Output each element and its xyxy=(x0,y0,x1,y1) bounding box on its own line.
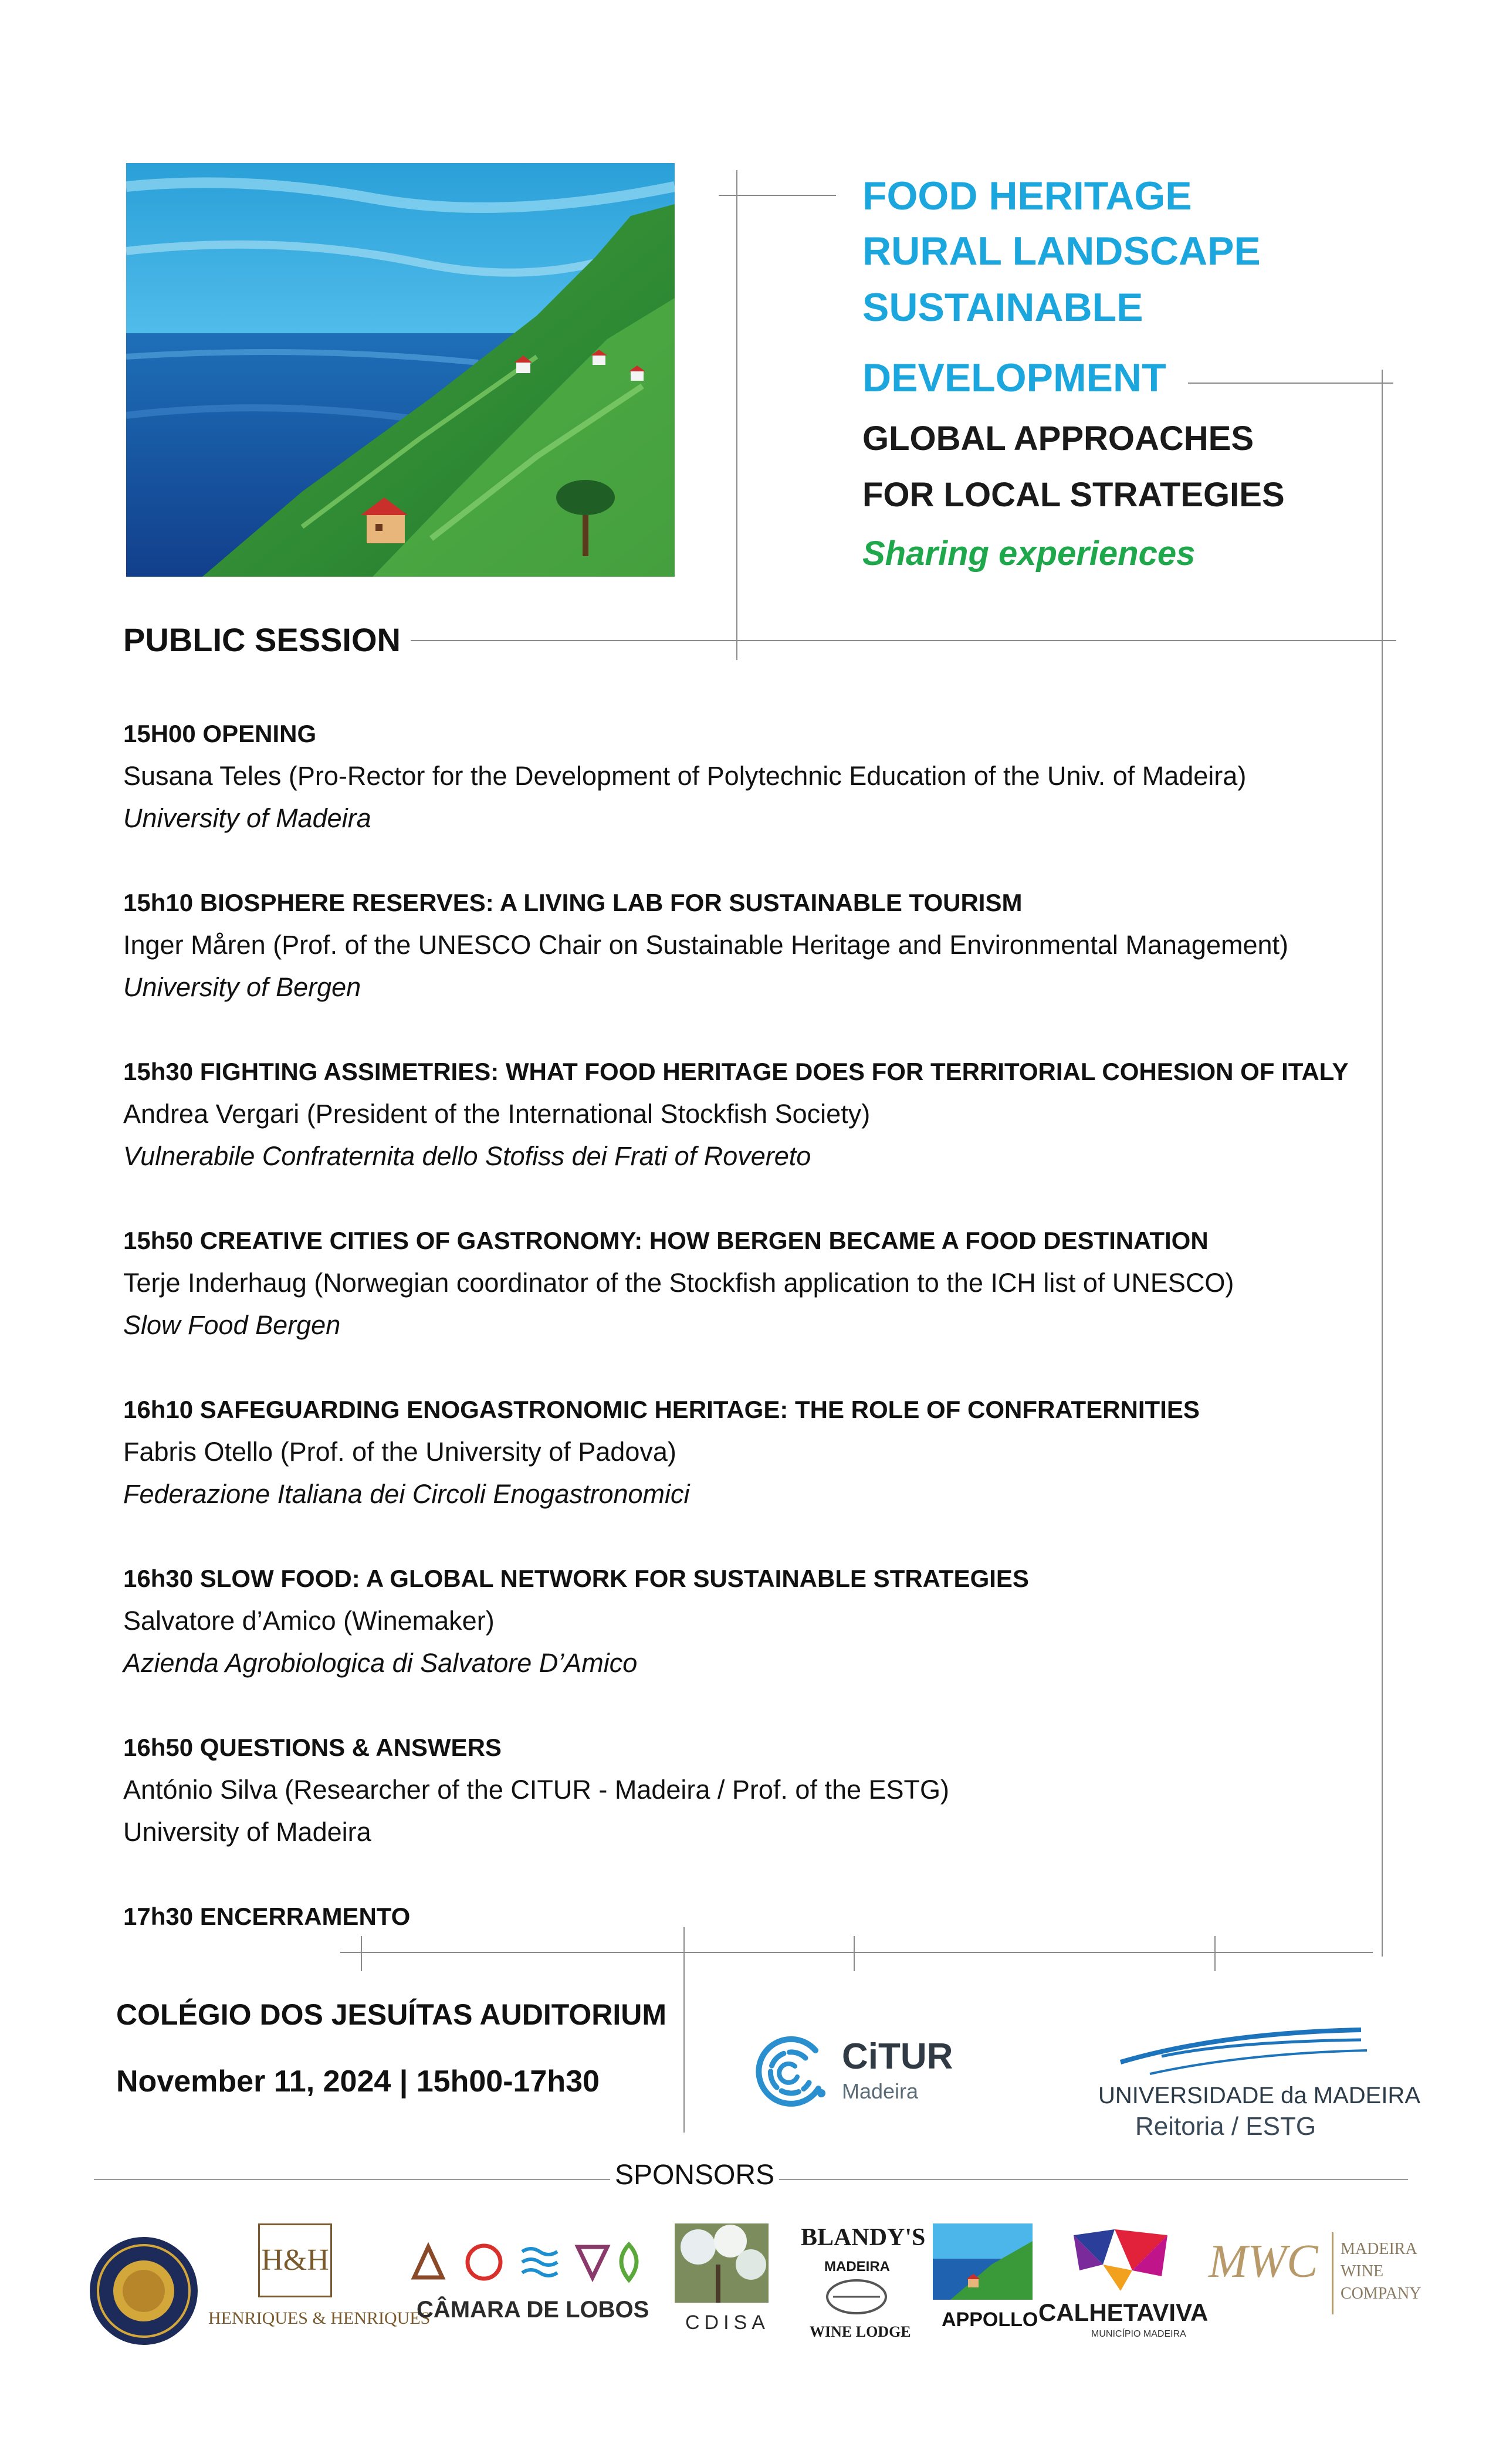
item-title: 16h30 SLOW FOOD: A GLOBAL NETWORK FOR SUSTAINABLE STRATEGIES xyxy=(123,1565,1029,1592)
uma-logo xyxy=(1091,2027,1421,2144)
frame-line xyxy=(736,170,737,660)
subtitle-line-1: GLOBAL APPROACHES xyxy=(862,419,1254,458)
mwc-name: MADEIRA WINE COMPANY xyxy=(1341,2240,1421,2303)
calheta-name: CALHETAVIVA xyxy=(1038,2299,1209,2326)
henriques-henriques-logo xyxy=(202,2223,431,2341)
item-organization: Vulnerabile Confraternita dello Stofiss dei Frati of Rovereto xyxy=(123,1141,811,1171)
blandys-bottom: WINE LODGE xyxy=(810,2323,911,2340)
title-line-3: SUSTAINABLE xyxy=(862,285,1143,330)
item-speaker: Salvatore d’Amico (Winemaker) xyxy=(123,1606,495,1636)
program-item xyxy=(123,1051,1385,1177)
program-item xyxy=(123,1896,1385,1938)
tagline: Sharing experiences xyxy=(862,534,1196,573)
barrel-icon xyxy=(821,2276,892,2317)
title-line-4: DEVELOPMENT xyxy=(862,356,1166,400)
item-speaker: Andrea Vergari (President of the International Stockfish Society) xyxy=(123,1099,871,1129)
frame-line xyxy=(411,640,1396,641)
mwc-monogram: MWC xyxy=(1209,2236,1318,2287)
program-item xyxy=(123,1558,1385,1684)
subtitle-line-2: FOR LOCAL STRATEGIES xyxy=(862,476,1285,514)
program-item xyxy=(123,1389,1385,1515)
uma-sub: Reitoria / ESTG xyxy=(1135,2112,1316,2141)
program-item xyxy=(123,882,1385,1008)
apollo-name: APPOLLO xyxy=(942,2309,1038,2331)
title-line-2: RURAL LANDSCAPE xyxy=(862,229,1261,273)
calheta-sub: MUNICÍPIO MADEIRA xyxy=(1091,2329,1186,2339)
citur-logo xyxy=(748,2024,971,2118)
cdisa-name: CDISA xyxy=(685,2311,770,2334)
camara-de-lobos-logo xyxy=(411,2241,649,2335)
hh-monogram: H&H xyxy=(258,2223,332,2297)
item-organization: Federazione Italiana dei Circoli Enogastronomici xyxy=(123,1479,690,1509)
mwc-divider xyxy=(1332,2232,1333,2314)
item-title: 15h30 FIGHTING ASSIMETRIES: WHAT FOOD HERITAGE DOES FOR TERRITORIAL COHESION OF ITALY xyxy=(123,1058,1349,1085)
program-item xyxy=(123,1220,1385,1346)
item-organization: University of Madeira xyxy=(123,803,371,833)
sponsors-label: SPONSORS xyxy=(610,2159,779,2191)
item-title: 15H00 OPENING xyxy=(123,720,317,747)
citur-sub: Madeira xyxy=(842,2079,919,2103)
item-title: 16h10 SAFEGUARDING ENOGASTRONOMIC HERITAGE: THE ROLE OF CONFRATERNITIES xyxy=(123,1396,1200,1423)
blandys-mid: MADEIRA xyxy=(824,2259,890,2275)
uma-emblem xyxy=(1115,2027,1373,2080)
apollo-logo xyxy=(933,2223,1038,2341)
citur-icon xyxy=(748,2030,830,2112)
camara-name: CÂMARA DE LOBOS xyxy=(417,2297,649,2323)
program-list xyxy=(123,713,1385,1980)
madeira-wine-company-logo xyxy=(1209,2226,1420,2332)
item-title: 17h30 ENCERRAMENTO xyxy=(123,1903,411,1930)
confraria-seal-logo xyxy=(88,2235,199,2347)
item-title: 15h50 CREATIVE CITIES OF GASTRONOMY: HOW BERGEN BECAME A FOOD DESTINATION xyxy=(123,1227,1209,1254)
item-title: 16h50 QUESTIONS & ANSWERS xyxy=(123,1734,502,1761)
cdisa-logo xyxy=(675,2223,769,2341)
hh-name: HENRIQUES & HENRIQUES xyxy=(208,2309,431,2328)
blandys-logo xyxy=(795,2223,926,2347)
uma-name: UNIVERSIDADE da MADEIRA xyxy=(1098,2083,1421,2108)
blandys-title: BLANDY'S xyxy=(801,2224,926,2251)
item-speaker: António Silva (Researcher of the CITUR - Madeira / Prof. of the ESTG) xyxy=(123,1775,950,1805)
program-item xyxy=(123,713,1385,840)
calheta-viva-logo xyxy=(1038,2223,1209,2347)
item-organization: Slow Food Bergen xyxy=(123,1310,341,1340)
camara-shapes-icon xyxy=(411,2241,645,2288)
title-line-1: FOOD HERITAGE xyxy=(862,174,1192,218)
item-speaker: Susana Teles (Pro-Rector for the Development of Polytechnic Education of the Univ. of Madeira) xyxy=(123,761,1247,791)
calheta-icon xyxy=(1068,2223,1173,2294)
item-organization: University of Bergen xyxy=(123,972,361,1002)
citur-name: CiTUR xyxy=(842,2036,953,2077)
event-date: November 11, 2024 | 15h00-17h30 xyxy=(116,2064,600,2099)
item-speaker: Inger Måren (Prof. of the UNESCO Chair on Sustainable Heritage and Environmental Management) xyxy=(123,930,1288,960)
item-organization: Azienda Agrobiologica di Salvatore D’Amico xyxy=(123,1648,638,1678)
session-heading: PUBLIC SESSION xyxy=(123,621,401,658)
item-title: 15h10 BIOSPHERE RESERVES: A LIVING LAB FOR SUSTAINABLE TOURISM xyxy=(123,889,1023,916)
program-item xyxy=(123,1727,1385,1853)
apollo-painting xyxy=(933,2223,1033,2300)
frame-line xyxy=(1188,383,1393,384)
item-speaker: Fabris Otello (Prof. of the University of Padova) xyxy=(123,1437,676,1467)
item-organization: University of Madeira xyxy=(123,1817,371,1847)
cdisa-photo xyxy=(675,2223,769,2303)
landscape-painting xyxy=(126,163,675,577)
item-speaker: Terje Inderhaug (Norwegian coordinator of the Stockfish application to the ICH list of UNESCO) xyxy=(123,1268,1234,1298)
venue: COLÉGIO DOS JESUÍTAS AUDITORIUM xyxy=(116,1998,667,2031)
